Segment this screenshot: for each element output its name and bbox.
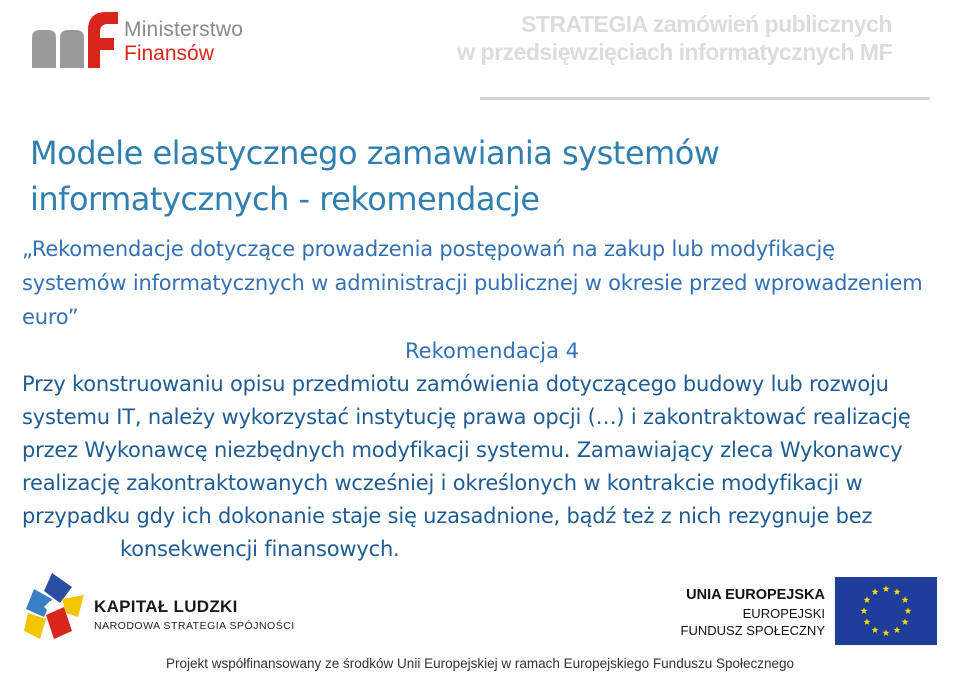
slide-title: Modele elastycznego zamawiania systemów informatycznych - rekomendacje [30, 134, 720, 218]
kapital-ludzki-logo [22, 565, 322, 645]
kapital-ludzki-title: KAPITAŁ LUDZKI [94, 597, 238, 616]
eu-star-icon [902, 618, 909, 625]
ministry-logo [30, 8, 270, 72]
eu-star-icon [864, 596, 871, 603]
ministry-logo-line2: Finansów [124, 42, 214, 65]
eu-star-icon [883, 629, 890, 636]
eu-line3: FUNDUSZ SPOŁECZNY [680, 623, 825, 638]
strategy-header-line1: STRATEGIA zamówień publicznych [521, 11, 892, 37]
eu-star-icon [905, 607, 912, 614]
kapital-ludzki-subtitle: NARODOWA STRATEGIA SPÓJNOŚCI [94, 620, 295, 632]
eu-flag-icon [835, 577, 937, 645]
recommendation-body: Przy konstruowaniu opisu przedmiotu zamówienia dotyczącego budowy lub rozwoju systemu IT, należy wykorzystać instytucję prawa opcji (…) i zakontraktować realizację przez Wykonawcę niezbędnych modyfikacji systemu. Zamawiający zleca Wykonawcy realizację zakontraktowanych wcześniej i określonych w kontrakcie modyfikacji w przypadku gdy ich dokonanie staje się uzasadnione, bądź też z nich rezygnuje bez [22, 372, 911, 528]
eu-star-icon [872, 588, 879, 595]
recommendation-body-last: konsekwencji finansowych. [120, 537, 400, 561]
eu-star-icon [872, 626, 879, 633]
eu-line1: UNIA EUROPEJSKA [686, 587, 825, 603]
document-quote: „Rekomendacje dotyczące prowadzenia postępowań na zakup lub modyfikację systemów informatycznych w administracji publicznej w okresie przed wprowadzeniem euro” [22, 237, 923, 329]
eu-star-icon [864, 618, 871, 625]
mf-logo-mark-icon [30, 8, 120, 70]
header-divider [480, 97, 930, 100]
eu-star-icon [861, 607, 868, 614]
recommendation-heading: Rekomendacja 4 [405, 339, 579, 363]
footer [0, 650, 960, 674]
eu-star-icon [883, 585, 890, 592]
slide-content [22, 232, 942, 566]
ministry-logo-line1: Ministerstwo [124, 18, 244, 41]
strategy-header [457, 10, 892, 66]
eu-fund-text [650, 586, 825, 639]
eu-line2: EUROPEJSKI [742, 606, 825, 621]
eu-star-icon [894, 588, 901, 595]
ministry-logo-text [124, 18, 243, 66]
eu-star-icon [902, 596, 909, 603]
strategy-header-line2: w przedsięwzięciach informatycznych MF [457, 39, 892, 65]
footer-text: Projekt współfinansowany ze środków Unii Europejskiej w ramach Europejskiego Funduszu Społecznego [165, 656, 795, 671]
eu-star-icon [894, 626, 901, 633]
eu-flag-stars [835, 577, 937, 645]
kapital-ludzki-star-icon [22, 569, 88, 643]
